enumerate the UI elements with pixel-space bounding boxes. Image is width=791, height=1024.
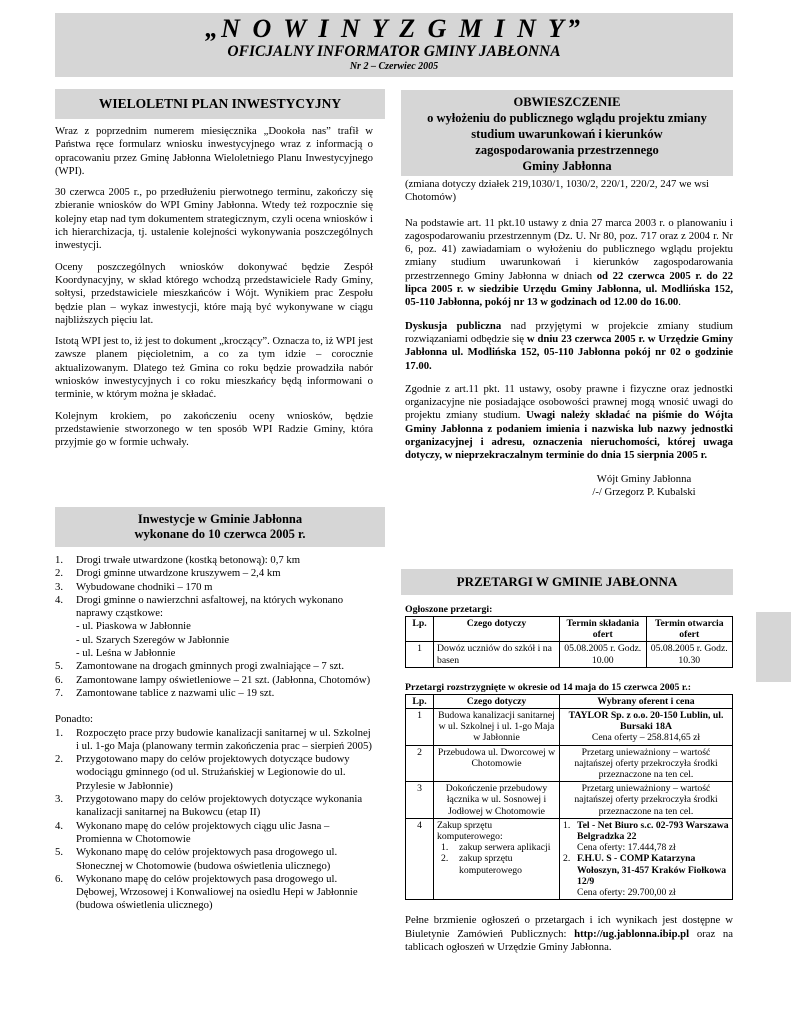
ponadto-label: Ponadto: — [55, 713, 94, 726]
obwieszczenie-subtitle: Gminy Jabłonna — [522, 159, 612, 173]
list-item: - ul. Leśna w Jabłonnie — [76, 647, 176, 660]
list-item: 4. Wykonano mapę do celów projektowych ciągu ulic Jasna – Promienna w Chotomowie — [55, 819, 330, 845]
investments-subheading: wykonane do 10 czerwca 2005 r. — [134, 527, 306, 541]
table-row — [406, 709, 733, 746]
wpi-heading-box — [55, 89, 385, 119]
bip-link[interactable]: http://ug.jablonna.ibip.pl — [574, 927, 690, 940]
column-header: Wybrany oferent i cena — [560, 694, 733, 708]
table-cell: 05.08.2005 r. Godz. 10.30 — [646, 642, 733, 667]
table-cell: Zakup sprzętu komputerowego: 1. zakup serwera aplikacji 2. zakup sprzętu komputerowego — [434, 818, 560, 899]
wpi-paragraph: Wraz z poprzednim numerem miesięcznika „Dookoła nas” trafił w Państwa ręce formularz wniosku inwestycyjnego wraz z informacją o opracowaniu przez Gminę Jabłonna Wieloletniego Planu Inwestycyjnego (WPI). — [55, 125, 373, 177]
page-edge-tab — [756, 612, 791, 682]
obwieszczenie-subtitle: o wyłożeniu do publicznego wglądu projektu zmiany — [427, 111, 707, 125]
list-item: 5. Wykonano mapę do celów projektowych pasa drogowego ul. Słonecznej w Chotomowie (budowa oświetlenia ulicznego) — [55, 846, 338, 872]
announced-table — [405, 616, 733, 668]
masthead — [55, 13, 733, 77]
obwieszczenie-paragraph: Na podstawie art. 11 pkt.10 ustawy z dnia 27 marca 2003 r. o planowaniu i zagospodarowaniu przestrzennym (Dz. U. Nr 80, poz. 717 oraz z 2004 r. Nr 6, poz. 41) zawiadamiam o wyłożeniu do publicznego wglądu projektu zmiany studium uwarunkowań i kierunków zagospodarowania przestrzennego Gminy Jabłonna w dniach od 22 czerwca 2005 r. do 22 lipca 2005 r. w siedzibie Urzędu Gminy Jabłonna, ul. Modlińska 152, 05-110 Jabłonna, pokój nr 13 w godzinach od 12.00 do 16.00. — [405, 216, 733, 309]
list-item: 1. Drogi trwałe utwardzone (kostką betonową): 0,7 km — [55, 554, 301, 566]
obwieszczenie-paragraph: Zgodnie z art.11 pkt. 11 ustawy, osoby prawne i fizyczne oraz jednostki organizacyjne nie posiadające osobowości prawnej mogą wnosić uwagi do projektu zmiany studium. Uwagi należy składać na piśmie do Wójta Gminy Jabłonna z podaniem imienia i nazwiska lub nazwy jednostki organizacyjnej i adresu, oznaczenia nieruchomości, której uwaga dotyczy, w nieprzekraczalnym terminie do dnia 15 sierpnia 2005 r. — [405, 382, 733, 462]
przetargi-heading-box — [401, 569, 733, 595]
wpi-paragraph: Kolejnym krokiem, po zakończeniu oceny wniosków, będzie przedstawienie stworzonego w ten sposób WPI Radzie Gminy, która przyjmie go w formie uchwały. — [55, 409, 373, 449]
table-cell: 05.08.2005 r. Godz. 10.00 — [560, 642, 647, 667]
table-cell: 4 — [406, 818, 434, 899]
obwieszczenie-subtitle: zagospodarowania przestrzennego — [475, 143, 659, 157]
investments-section — [55, 554, 373, 913]
obwieszczenie-heading-box — [401, 90, 733, 176]
list-item: 5. Zamontowane na drogach gminnych progi zwalniające – 7 szt. — [55, 660, 344, 673]
list-item: 7. Zamontowane tablice z nazwami ulic – 19 szt. — [55, 686, 275, 699]
list-item: - ul. Piaskowa w Jabłonnie — [76, 620, 191, 633]
signature-name: /-/ Grzegorz P. Kubalski — [592, 485, 696, 498]
obwieszczenie-paragraph: Dyskusja publiczna nad przyjętymi w projekcie zmiany studium rozwiązaniami odbędzie się w dniu 23 czerwca 2005 r. w Urzędzie Gminy Jabłonna ul. Modlińska 152, 05-110 Jabłonna pokój nr 02 o godzinie 17.00. — [405, 319, 733, 372]
column-header: Czego dotyczy — [434, 617, 560, 642]
przetargi-footer: Pełne brzmienie ogłoszeń o przetargach i ich wynikach jest dostępne w Biuletynie Zamówień Publicznych: http://ug.jablonna.ibip.pl oraz na tablicach ogłoszeń w Urzędzie Gminy Jabłonna. — [405, 914, 733, 953]
table-cell: Budowa kanalizacji sanitarnej w ul. Szkolnej i ul. 1-go Maja w Jabłonnie — [434, 709, 560, 746]
column-header: Termin otwarcia ofert — [646, 617, 733, 642]
table-cell: 1. Tel - Net Biuro s.c. 02-793 Warszawa Belgradzka 22 Cena oferty: 17.444,78 zł 2. F.H.U. S - COMP Katarzyna Wołoszyn, 31-457 Kraków Fiołkowa 12/9 Cena oferty: 29.700,00 zł — [560, 818, 733, 899]
list-item: - ul. Szarych Szeregów w Jabłonnie — [76, 633, 230, 646]
wpi-paragraph: 30 czerwca 2005 r., po przedłużeniu pierwotnego terminu, zakończy się zbieranie wniosków do WPI Gminy Jabłonna. Wtedy też rozpocznie się kolejny etap nad tym dokumentem strategicznym, czyli ocena wniosków i ich hierarchizacja, tj. ustalenie kolejności wykonywania poszczególnych inwestycji. — [55, 186, 373, 252]
wpi-paragraph: Istotą WPI jest to, iż jest to dokument „kroczący”. Oznacza to, iż WPI jest zawsze planem pięcioletnim, a co za tym idzie – corocznie aktualizowanym. Dlatego też Gmina co roku będzie prowadziła nabór wniosków inwestycyjnych i co roku mieszkańcy będą informowani o terminie, w którym można je składać. — [55, 335, 373, 401]
table-cell: 1 — [406, 709, 434, 746]
list-item: 3. Wybudowane chodniki – 170 m — [55, 580, 213, 593]
investments-heading: Inwestycje w Gminie Jabłonna — [137, 512, 303, 526]
column-header: Termin składania ofert — [560, 617, 647, 642]
list-item: 2. Przygotowano mapy do celów projektowych dotyczące budowy wodociągu gminnego (od ul. Strużańskiej w Legionowie do ul. Przylesie w Jabłonnie) — [55, 753, 350, 792]
table-header-row — [406, 694, 733, 708]
table-header-row — [406, 617, 733, 642]
investments-heading-box — [55, 507, 385, 547]
wpi-heading: WIELOLETNI PLAN INWESTYCYJNY — [98, 96, 342, 111]
column-header: Lp. — [406, 694, 434, 708]
ponadto-list — [55, 727, 373, 913]
list-item: 1. Rozpoczęto prace przy budowie kanalizacji sanitarnej w ul. Szkolnej i ul. 1-go Maja (planowany termin zakończenia prac – sierpień 2005) — [55, 726, 372, 752]
newsletter-subtitle: OFICJALNY INFORMATOR GMINY JABŁONNA — [227, 43, 561, 60]
table-cell: Przetarg unieważniony – wartość najtańszej oferty przekroczyła środki przeznaczone na ten cel. — [560, 745, 733, 782]
obwieszczenie-note: (zmiana dotyczy działek 219,1030/1, 1030/2, 220/1, 220/2, 247 we wsi Chotomów) — [405, 178, 709, 204]
table-row — [406, 642, 733, 667]
signature-title: Wójt Gminy Jabłonna — [596, 472, 692, 485]
wpi-article — [55, 125, 373, 458]
obwieszczenie-title: OBWIESZCZENIE — [513, 95, 621, 109]
issue-number: Nr 2 – Czerwiec 2005 — [349, 61, 439, 72]
column-header: Lp. — [406, 617, 434, 642]
investments-list-cont — [55, 660, 373, 700]
przetargi-heading: PRZETARGI W GMINIE JABŁONNA — [456, 574, 678, 589]
column-header: Czego dotyczy — [434, 694, 560, 708]
list-item: 6. Wykonano mapę do celów projektowych pasa drogowego ul. Dębowej, Wrzosowej i Konwaliowej na osiedlu Hepi w Jabłonnie (budowa oświetlenia ulicznego) — [55, 872, 358, 912]
table-cell: Przetarg unieważniony – wartość najtańszej oferty przekroczyła środki przeznaczone na ten cel. — [560, 782, 733, 819]
announced-label: Ogłoszone przetargi: — [405, 604, 493, 615]
table-cell: 3 — [406, 782, 434, 819]
newsletter-title: „N O W I N Y Z G M I N Y” — [205, 14, 583, 43]
table-row — [406, 745, 733, 782]
investments-list — [55, 554, 373, 620]
list-item: 2. Drogi gminne utwardzone kruszywem – 2,4 km — [55, 567, 281, 580]
table-row — [406, 818, 733, 899]
table-cell: Dowóz uczniów do szkół i na basen — [434, 642, 560, 667]
table-cell: 1 — [406, 642, 434, 667]
table-cell: Dokończenie przebudowy łącznika w ul. Sosnowej i Jodłowej w Chotomowie — [434, 782, 560, 819]
resolved-label: Przetargi rozstrzygnięte w okresie od 14 maja do 15 czerwca 2005 r.: — [405, 681, 692, 693]
street-sublist — [55, 620, 373, 660]
wpi-paragraph: Oceny poszczególnych wniosków dokonywać będzie Zespół Koordynacyjny, w skład którego wchodzą przedstawiciele Rady Gminy, sołtysi, przedstawiciele mieszkańców i Wójt. Wynikiem prac Zespołu będzie plan – wykaz inwestycji, które mają być wykonywane w ciągu najbliższych pięciu lat. — [55, 260, 373, 326]
list-item: 4. Drogi gminne o nawierzchni asfaltowej, na których wykonano naprawy cząstkowe: — [55, 593, 344, 620]
signature-block — [405, 473, 733, 500]
table-row — [406, 782, 733, 819]
table-cell: Przebudowa ul. Dworcowej w Chotomowie — [434, 745, 560, 782]
table-cell: 2 — [406, 745, 434, 782]
table-cell: TAYLOR Sp. z o.o. 20-150 Lublin, ul. Bursaki 18A Cena oferty – 258.814,65 zł — [560, 709, 733, 746]
obwieszczenie-body — [405, 178, 733, 499]
list-item: 3. Przygotowano mapy do celów projektowych dotyczące wykonania kanalizacji sanitarnej na Bukowcu (etap II) — [55, 793, 363, 819]
przetargi-section — [405, 604, 733, 962]
obwieszczenie-subtitle: studium uwarunkowań i kierunków — [471, 127, 663, 141]
list-item: 6. Zamontowane lampy oświetleniowe – 21 szt. (Jabłonna, Chotomów) — [55, 673, 371, 686]
resolved-table — [405, 694, 733, 900]
